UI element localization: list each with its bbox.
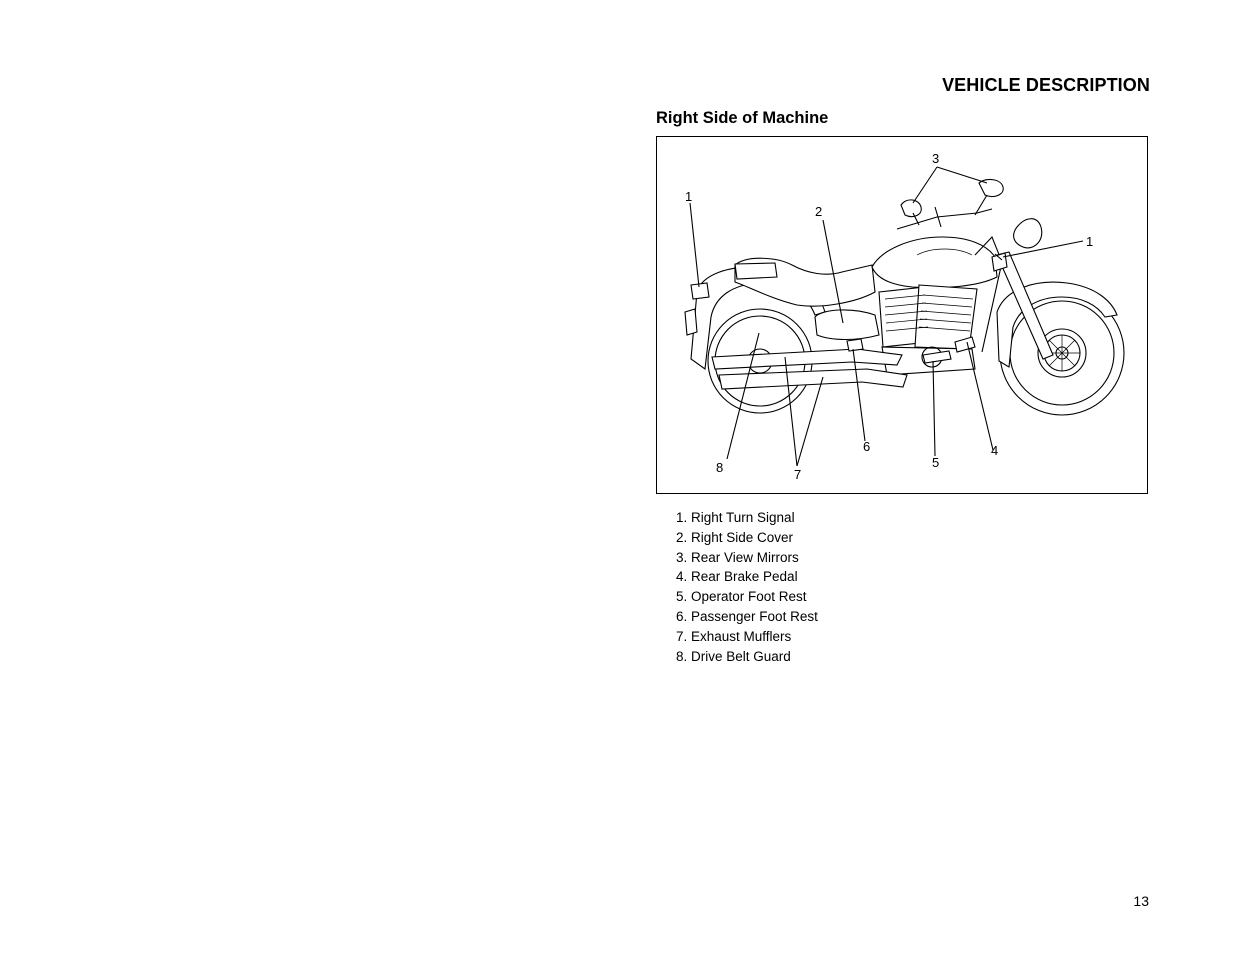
page-number: 13	[1133, 893, 1149, 909]
callout-7: 7	[794, 467, 802, 482]
callout-4: 4	[991, 443, 999, 458]
legend-item: 5. Operator Foot Rest	[676, 589, 807, 605]
callout-5: 5	[932, 455, 940, 470]
section-title: VEHICLE DESCRIPTION	[942, 75, 1150, 95]
legend-item: 8. Drive Belt Guard	[676, 648, 791, 664]
callout-6: 6	[863, 439, 871, 454]
callout-3: 3	[932, 151, 940, 166]
parts-legend	[676, 508, 818, 666]
callout-2: 2	[815, 204, 823, 219]
subsection-title: Right Side of Machine	[656, 109, 829, 127]
motorcycle-figure	[656, 136, 1148, 494]
callout-1-front: 1	[1086, 234, 1094, 249]
legend-item: 4. Rear Brake Pedal	[676, 569, 798, 585]
legend-item: 6. Passenger Foot Rest	[676, 608, 818, 624]
legend-item: 7. Exhaust Mufflers	[676, 628, 792, 644]
callout-1-rear: 1	[685, 189, 693, 204]
legend-item: 1. Right Turn Signal	[676, 510, 795, 525]
callout-8: 8	[716, 460, 724, 475]
legend-item: 2. Right Side Cover	[676, 529, 794, 545]
legend-item: 3. Rear View Mirrors	[676, 549, 799, 565]
motorcycle-illustration	[657, 137, 1149, 495]
